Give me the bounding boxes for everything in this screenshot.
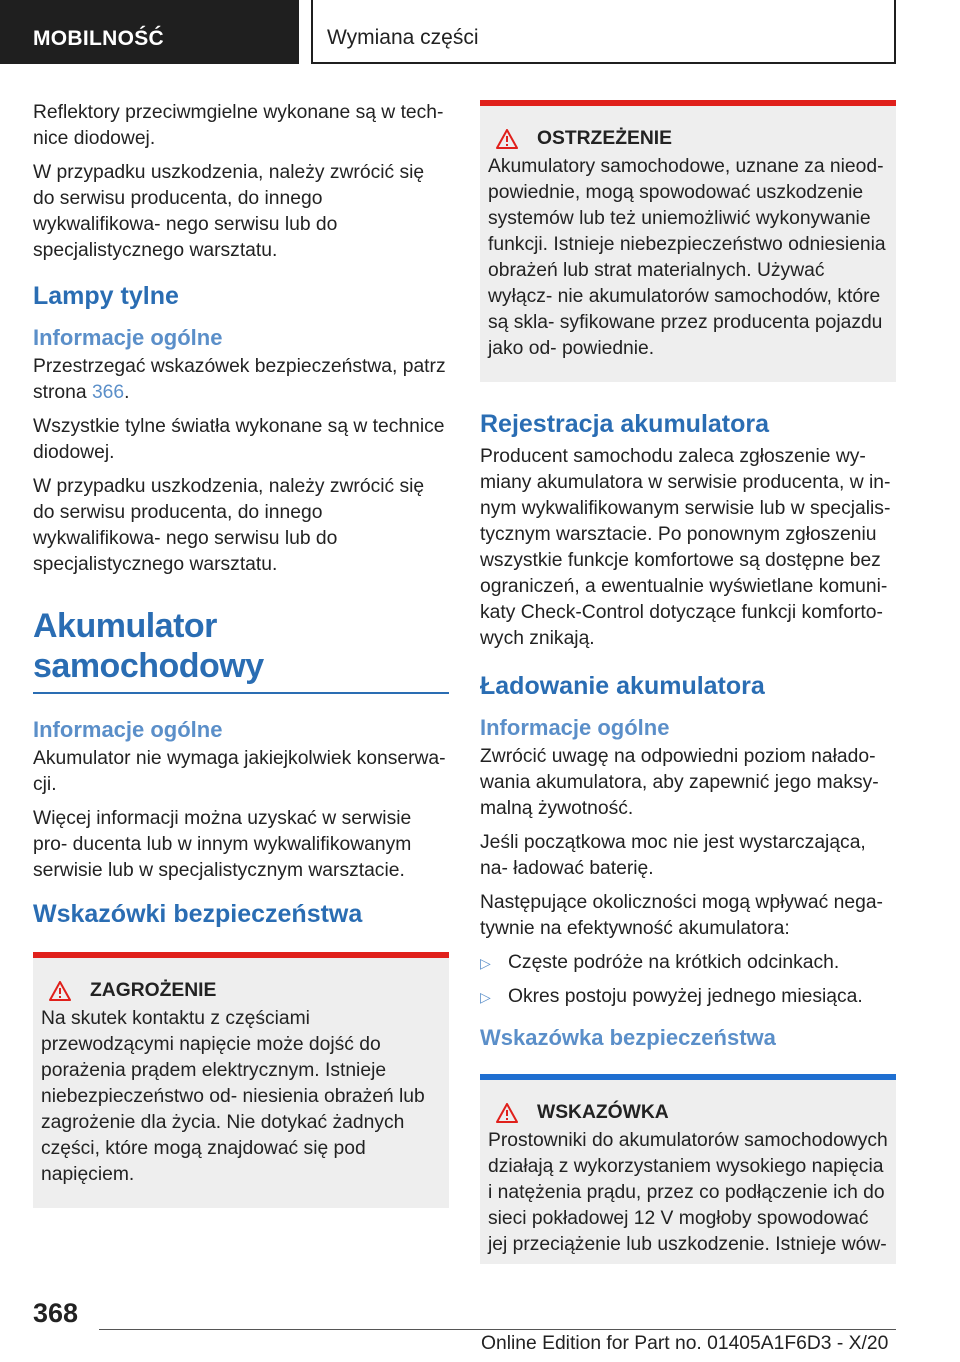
header-section-tab [0, 0, 299, 64]
right-column [480, 100, 896, 1264]
warning-triangle-icon [496, 129, 518, 149]
note-box-label: WSKAZÓWKA [537, 1102, 669, 1123]
left-column [33, 100, 449, 1208]
bullet-list [480, 950, 896, 1010]
warning-triangle-icon [496, 1103, 518, 1123]
warning-triangle-icon [49, 981, 71, 1001]
danger-box-text: Na skutek kontaktu z częściami przewodzącymi napięcie może dojść do porażenia prądem elektrycznym. Istnieje niebezpieczeństwo od‐ niesienia obrażeń lub zagrożenie dla życia. Nie dotykać żadnych części, które mogą znajdować się pod napięciem. [41, 1008, 425, 1185]
header-title: Wymiana części [327, 26, 479, 49]
paragraph: Zwrócić uwagę na odpowiedni poziom nałado‐ wania akumulatora, aby zapewnić jego maksy‐ malną żywotność. [480, 746, 879, 819]
paragraph: Jeśli początkowa moc nie jest wystarczająca, na‐ ładować baterię. [480, 832, 866, 879]
page-number: 368 [33, 1298, 79, 1328]
heading-akumulator-samochodowy: Akumulator samochodowy [33, 607, 264, 685]
danger-box [33, 952, 449, 1208]
warning-box [480, 100, 896, 382]
heading-informacje-ogolne: Informacje ogólne [33, 325, 223, 350]
paragraph: W przypadku uszkodzenia, należy zwrócić się do serwisu producenta, do innego wykwalifikowa‐ nego serwisu lub do specjalistycznego warsztatu. [33, 476, 425, 575]
warning-box-label: OSTRZEŻENIE [537, 128, 672, 149]
heading-rejestracja-akumulatora: Rejestracja akumulatora [480, 410, 770, 438]
paragraph: Więcej informacji można uzyskać w serwisie pro‐ ducenta lub w innym wykwalifikowanym serwisie lub w specjalistycznym warsztacie. [33, 808, 412, 881]
list-item: ▷ Okres postoju powyżej jednego miesiąca. [480, 984, 896, 1010]
paragraph: Producent samochodu zaleca zgłoszenie wy‐ miany akumulatora w serwisie producenta, w in‐ nym wykwalifikowanym serwisie lub w specjalis‐ tycznym warsztacie. Po ponownym zgłoszeniu wszystkie funkcje komfortowe są dostępne bez ograniczeń, a ewentualnie wyświetlane komuni‐ katy Check-Control dotyczące funkcji komforto‐ wych znikają. [480, 446, 891, 649]
danger-box-label: ZAGROŻENIE [90, 980, 217, 1001]
paragraph: Akumulator nie wymaga jakiejkolwiek konserwa‐ cji. [33, 748, 446, 795]
footer-edition: Online Edition for Part no. 01405A1F6D3 - X/20 [481, 1333, 889, 1354]
footer-rule [99, 1329, 896, 1330]
warning-box-text: Akumulatory samochodowe, uznane za nieod‐ powiednie, mogą spowodować uszkodzenie systemów lub też uniemożliwić wykonywanie funkcji. Istnieje niebezpieczeństwo odniesienia obrażeń lub strat materialnych. Używać wyłącz‐ nie akumulatorów samochodów, które są skla‐ syfikowane przez producenta pojazdu jako od‐ powiednie. [488, 156, 886, 359]
note-box-title [488, 1102, 888, 1124]
heading-wskazowki-bezpieczenstwa: Wskazówki bezpieczeństwa [33, 900, 363, 928]
heading-lampy-tylne: Lampy tylne [33, 282, 179, 310]
paragraph: W przypadku uszkodzenia, należy zwrócić się do serwisu producenta, do innego wykwalifikowa‐ nego serwisu lub do specjalistycznego warsztatu. [33, 162, 425, 261]
paragraph: Wszystkie tylne światła wykonane są w technice diodowej. [33, 416, 445, 463]
note-box-text: Prostowniki do akumulatorów samochodowych działają z wykorzystaniem wysokiego napięcia i natężenia prądu, przez co podłączenie ich do sieci pokładowej 12 V mogłoby spowodować jej przeciążenie lub uszkodzenie. Istnieje wów‐ [488, 1130, 888, 1255]
heading-wskazowka-bezpieczenstwa: Wskazówka bezpieczeństwa [480, 1025, 776, 1050]
paragraph: Reflektory przeciwmgielne wykonane są w tech‐ nice diodowej. [33, 102, 444, 149]
warning-box-title [488, 128, 888, 150]
heading-ladowanie-akumulatora: Ładowanie akumulatora [480, 672, 765, 700]
header-title-box [311, 0, 896, 64]
page-link-366[interactable]: 366 [91, 382, 125, 403]
heading-informacje-ogolne: Informacje ogólne [480, 715, 670, 740]
paragraph: Przestrzegać wskazówek bezpieczeństwa, patrz strona 366. [33, 356, 446, 403]
triangle-bullet-icon: ▷ [480, 955, 491, 971]
header-section-label: MOBILNOŚĆ [33, 27, 165, 50]
paragraph: Następujące okoliczności mogą wpływać nega‐ tywnie na efektywność akumulatora: [480, 892, 883, 939]
danger-box-title [41, 980, 441, 1002]
triangle-bullet-icon: ▷ [480, 989, 491, 1005]
heading-rule [33, 692, 449, 694]
heading-informacje-ogolne: Informacje ogólne [33, 717, 223, 742]
note-box [480, 1074, 896, 1264]
list-item: ▷ Częste podróże na krótkich odcinkach. [480, 950, 896, 976]
